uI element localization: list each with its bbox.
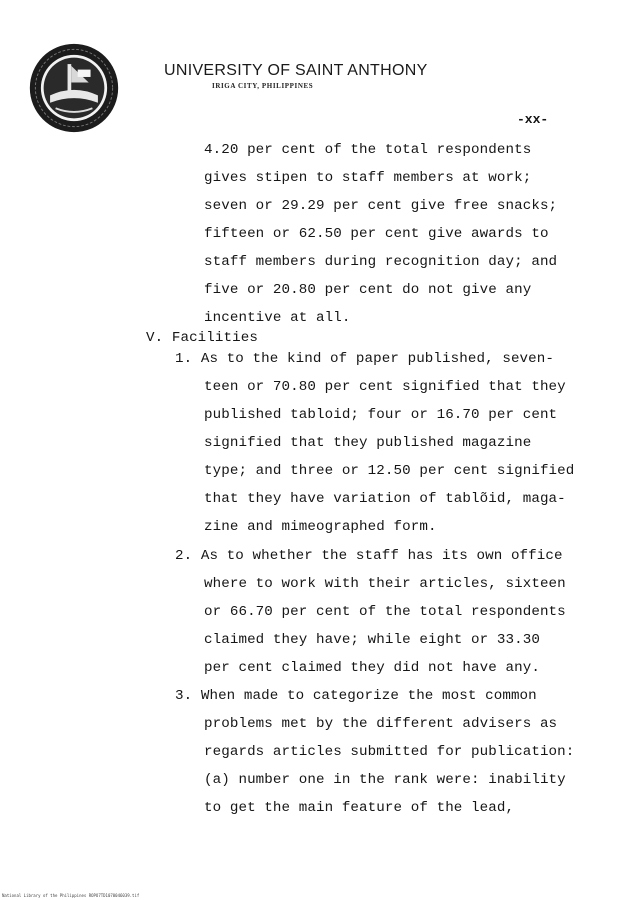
text-line: per cent claimed they did not have any. [204, 660, 540, 676]
text-line: 2. As to whether the staff has its own office [175, 548, 563, 564]
text-line: fifteen or 62.50 per cent give awards to [204, 226, 549, 242]
text-line: type; and three or 12.50 per cent signified [204, 463, 575, 479]
text-line: gives stipen to staff members at work; [204, 170, 532, 186]
scan-footer: National Library of the Philippines ROPO7TD1070046039.tif [2, 893, 140, 898]
university-name: UNIVERSITY OF SAINT ANTHONY [164, 62, 428, 79]
text-line: seven or 29.29 per cent give free snacks; [204, 198, 558, 214]
text-line: five or 20.80 per cent do not give any [204, 282, 532, 298]
text-line: published tabloid; four or 16.70 per cent [204, 407, 558, 423]
text-line: regards articles submitted for publication: [204, 744, 575, 760]
text-line: to get the main feature of the lead, [204, 800, 515, 816]
text-line: 3. When made to categorize the most common [175, 688, 537, 704]
text-line: or 66.70 per cent of the total respondents [204, 604, 566, 620]
text-line: signified that they published magazine [204, 435, 532, 451]
text-line: 1. As to the kind of paper published, seven- [175, 351, 555, 367]
university-city: IRIGA CITY, PHILIPPINES [212, 82, 314, 90]
section-heading: V. Facilities [146, 330, 258, 346]
text-line: claimed they have; while eight or 33.30 [204, 632, 540, 648]
text-line: staff members during recognition day; and [204, 254, 558, 270]
text-line: incentive at all. [204, 310, 351, 326]
page-number: -xx- [517, 112, 549, 127]
text-line: (a) number one in the rank were: inability [204, 772, 566, 788]
university-seal-logo [28, 42, 120, 134]
text-line: teen or 70.80 per cent signified that they [204, 379, 566, 395]
text-line: that they have variation of tablõid, maga- [204, 491, 566, 507]
text-line: where to work with their articles, sixteen [204, 576, 566, 592]
text-line: problems met by the different advisers as [204, 716, 558, 732]
text-line: zine and mimeographed form. [204, 519, 437, 535]
text-line: 4.20 per cent of the total respondents [204, 142, 532, 158]
